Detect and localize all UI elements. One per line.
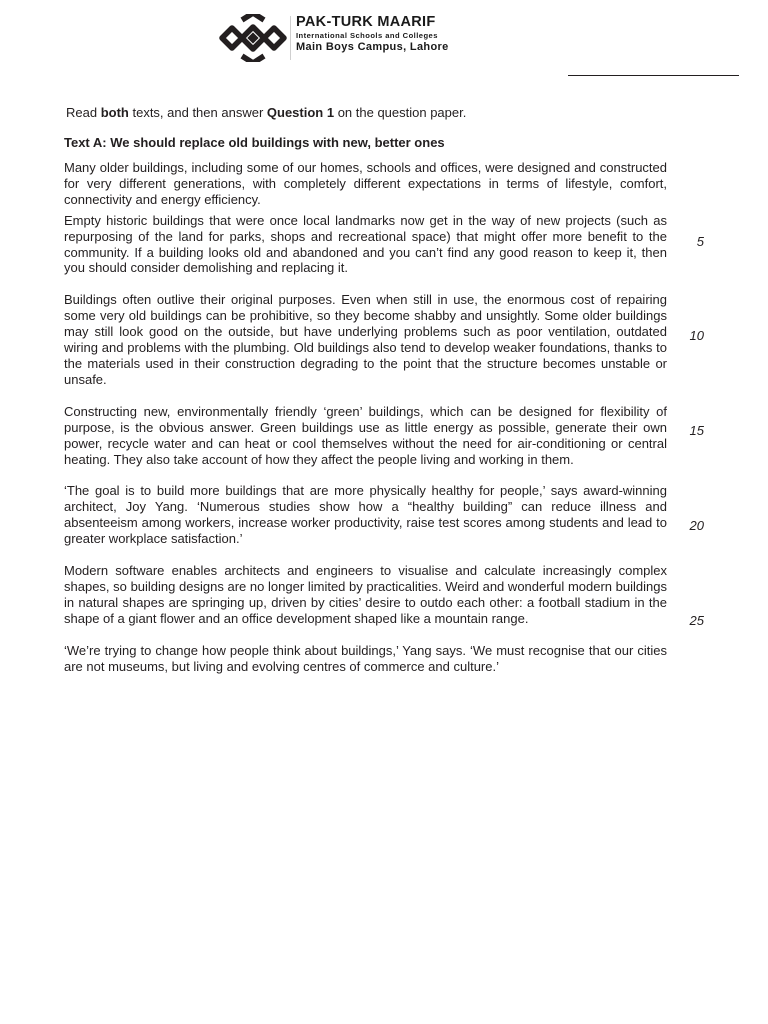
paragraph-4: Constructing new, environmentally friendly ‘green’ buildings, which can be designed for flexibility of purpose, is the obvious answer. Green buildings use as little energy as possible, generate their own power, recycle water and can heat or cool themselves without the need for air-conditioning or central heating. They also take account of how they affect the people living and working in them. xyxy=(64,403,667,467)
paragraph-1: Many older buildings, including some of our homes, schools and offices, were designed and constructed for very different generations, with completely different expectations in terms of lifestyle, comfort, connectivity and energy efficiency. xyxy=(64,160,667,207)
paragraph-2: Empty historic buildings that were once local landmarks now get in the way of new projects (such as repurposing of the land for parks, shops and recreational space) that might offer more benefit to the community. If a building looks old and abandoned and you can’t find any good reason to keep it, then you should consider demolishing and replacing it. xyxy=(64,212,667,276)
instruction-suffix: on the question paper. xyxy=(334,105,467,120)
header-divider xyxy=(290,16,291,60)
text-a-title: Text A: We should replace old buildings with new, better ones xyxy=(64,135,445,150)
text-a-passage xyxy=(64,160,667,690)
school-subtitle: International Schools and Colleges xyxy=(296,31,438,40)
paragraph-7: ‘We’re trying to change how people think about buildings,’ Yang says. ‘We must recognise that our cities are not museums, but living and evolving centres of commerce and culture.’ xyxy=(64,642,667,674)
school-header xyxy=(218,14,503,62)
instruction-bold-question: Question 1 xyxy=(266,105,335,120)
line-number-15: 15 xyxy=(689,423,704,438)
answer-line xyxy=(568,75,739,76)
maarif-logo-icon xyxy=(218,14,288,62)
line-number-10: 10 xyxy=(689,328,704,343)
line-number-20: 20 xyxy=(689,518,704,533)
school-name: PAK-TURK MAARIF xyxy=(296,14,436,30)
instruction-middle: texts, and then answer xyxy=(128,105,267,120)
paragraph-5: ‘The goal is to build more buildings that are more physically healthy for people,’ says award-winning architect, Joy Yang. ‘Numerous studies show how a “healthy building” can reduce illness and absenteeism among workers, increase worker productivity, raise test scores among students and lead to greater workplace satisfaction.’ xyxy=(64,483,667,547)
paragraph-3: Buildings often outlive their original purposes. Even when still in use, the enormous cost of repairing some very old buildings can be prohibitive, so they become shabby and unsightly. Some older buildings may still look good on the outside, but have underlying problems such as poor ventilation, outdated wiring and problems with the plumbing. Old buildings also tend to develop weaker foundations, thanks to the materials used in their construction degrading to the point that the structure becomes unstable or unsafe. xyxy=(64,292,667,387)
line-number-25: 25 xyxy=(689,613,704,628)
instruction-prefix: Read xyxy=(66,105,101,120)
campus-name: Main Boys Campus, Lahore xyxy=(296,41,449,53)
instruction-text xyxy=(66,105,466,120)
paragraph-6: Modern software enables architects and engineers to visualise and calculate increasingly complex shapes, so building designs are no longer limited by practicalities. Weird and wonderful modern buildings in natural shapes are springing up, driven by cities’ desire to outdo each other: a football stadium in the shape of a giant flower and an office development shaped like a mountain range. xyxy=(64,563,667,626)
instruction-bold-both: both xyxy=(100,105,129,120)
line-number-5: 5 xyxy=(696,234,704,249)
